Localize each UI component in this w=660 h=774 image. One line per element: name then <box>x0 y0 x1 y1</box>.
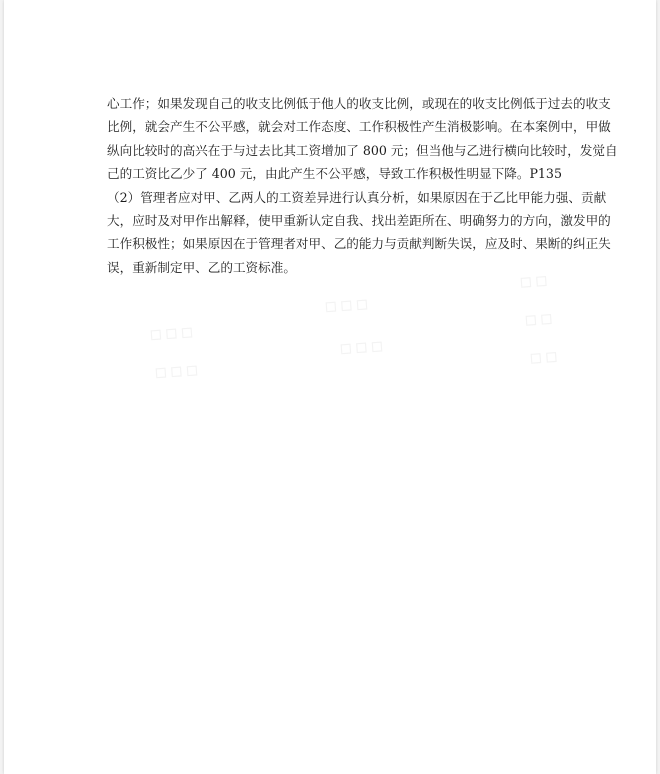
paragraph-1-line-1: 心工作；如果发现自己的收支比例低于他人的收支比例，或现在的收支比例低于过去的收支 <box>107 96 611 111</box>
watermark: ▫▫ <box>523 304 556 332</box>
paragraph-1-line-4: 己的工资比乙少了 400 元，由此产生不公平感，导致工作积极性明显下降。P135 <box>107 166 562 182</box>
paragraph-2-line-4: 误，重新制定甲、乙的工资标准。 <box>107 259 296 275</box>
document-body <box>107 92 618 279</box>
paragraph-2-line-3: 工作积极性；如果原因在于管理者对甲、乙的能力与贡献判断失误，应及时、果断的纠正失 <box>107 236 611 252</box>
watermark: ▫▫ <box>528 342 561 370</box>
paragraph-1-line-2: 比例，就会产生不公平感，就会对工作态度、工作积极性产生消极影响。在本案例中，甲做 <box>107 119 611 135</box>
paragraph-2-line-2: 大，应时及对甲作出解释，使甲重新认定自我、找出差距所在、明确努力的方向，激发甲的 <box>107 212 611 228</box>
document-page <box>4 0 656 774</box>
watermark: ▫▫▫ <box>148 318 197 346</box>
paragraph-1-line-3: 纵向比较时的高兴在于与过去比其工资增加了 800 元；但当他与乙进行横向比较时，发觉自 <box>107 142 618 158</box>
watermark: ▫▫ <box>518 266 551 294</box>
watermark: ▫▫▫ <box>323 290 372 318</box>
watermark: ▫▫▫ <box>153 356 202 384</box>
paragraph-2-line-1: （2）管理者应对甲、乙两人的工资差异进行认真分析，如果原因在于乙比甲能力强、贡献 <box>107 189 607 205</box>
watermark: ▫▫▫ <box>338 332 387 360</box>
